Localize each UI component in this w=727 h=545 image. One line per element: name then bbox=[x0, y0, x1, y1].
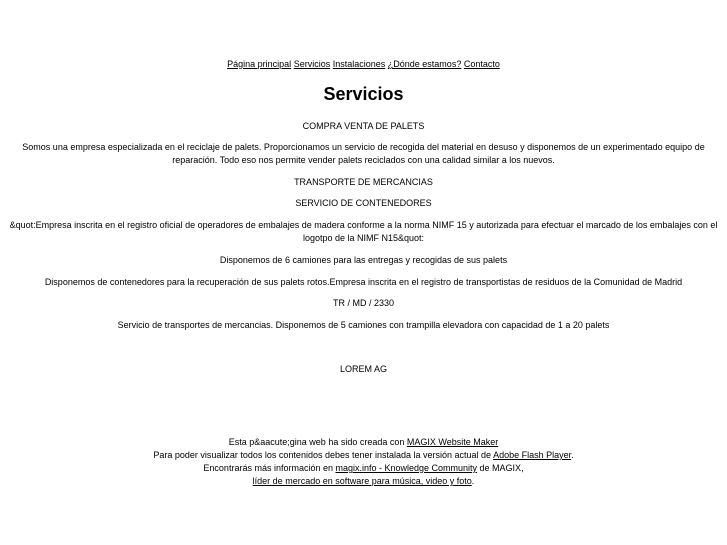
footer-line-flash bbox=[0, 449, 727, 462]
nav-link-servicios[interactable]: Servicios bbox=[293, 59, 331, 69]
footer-line-leader bbox=[0, 475, 727, 488]
footer-flash-end: . bbox=[571, 450, 574, 460]
paragraph-camiones: Disponemos de 6 camiones para las entregas y recogidas de sus palets bbox=[219, 255, 508, 265]
footer-created-text: Esta p&aacute;gina web ha sido creada con bbox=[228, 437, 407, 447]
adobe-flash-player-link[interactable]: Adobe Flash Player bbox=[493, 450, 572, 460]
paragraph-registro: TR / MD / 2330 bbox=[332, 298, 395, 308]
footer-flash-text: Para poder visualizar todos los contenidos debes tener instalada la versión actual de bbox=[153, 450, 494, 460]
magix-info-link[interactable]: magix.info - Knowledge Community bbox=[335, 463, 478, 473]
paragraph-lorem: LOREM AG bbox=[339, 364, 387, 374]
magix-leader-link[interactable]: líder de mercado en software para música, video y foto bbox=[252, 476, 472, 486]
footer bbox=[0, 436, 727, 488]
footer-info-text: Encontrarás más información en bbox=[203, 463, 336, 473]
footer-info-end: de MAGIX, bbox=[477, 463, 524, 473]
paragraph-empresa: Somos una empresa especializada en el reciclaje de palets. Proporcionamos un servicio de recogida del material en desuso y disponemos de un experimentado equipo de reparación. Todo eso nos permite vender palets reciclados con una calidad similar a los nuevos. bbox=[22, 142, 705, 165]
footer-line-info bbox=[0, 462, 727, 475]
paragraph-contenedores: SERVICIO DE CONTENEDORES bbox=[295, 198, 432, 208]
footer-line-created bbox=[0, 436, 727, 449]
footer-leader-end: . bbox=[471, 476, 475, 486]
paragraph-recuperacion: Disponemos de contenedores para la recuperación de sus palets rotos.Empresa inscrita en el registro de transportistas de residuos de la Comunidad de Madrid bbox=[44, 277, 683, 287]
magix-website-maker-link[interactable]: MAGIX Website Maker bbox=[406, 437, 499, 447]
paragraph-transporte: TRANSPORTE DE MERCANCIAS bbox=[294, 177, 433, 187]
paragraph-nimf: &quot:Empresa inscrita en el registro oficial de operadores de embalajes de madera conforme a la norma NIMF 15 y autorizada para efectuar el marcado de los embalajes con el logotpo de la NIMF N15&quot: bbox=[9, 220, 718, 243]
top-navigation bbox=[0, 59, 727, 69]
nav-link-contacto[interactable]: Contacto bbox=[463, 59, 500, 69]
nav-link-home[interactable]: Página principal bbox=[227, 59, 292, 69]
paragraph-compra-venta: COMPRA VENTA DE PALETS bbox=[302, 121, 425, 131]
nav-link-instalaciones[interactable]: Instalaciones bbox=[332, 59, 386, 69]
nav-link-donde-estamos[interactable]: ¿Dónde estamos? bbox=[387, 59, 462, 69]
paragraph-servicio-transportes: Servicio de transportes de mercancias. Disponemos de 5 camiones con trampilla elevadora con capacidad de 1 a 20 palets bbox=[117, 320, 610, 330]
page-title: Servicios bbox=[323, 84, 404, 104]
